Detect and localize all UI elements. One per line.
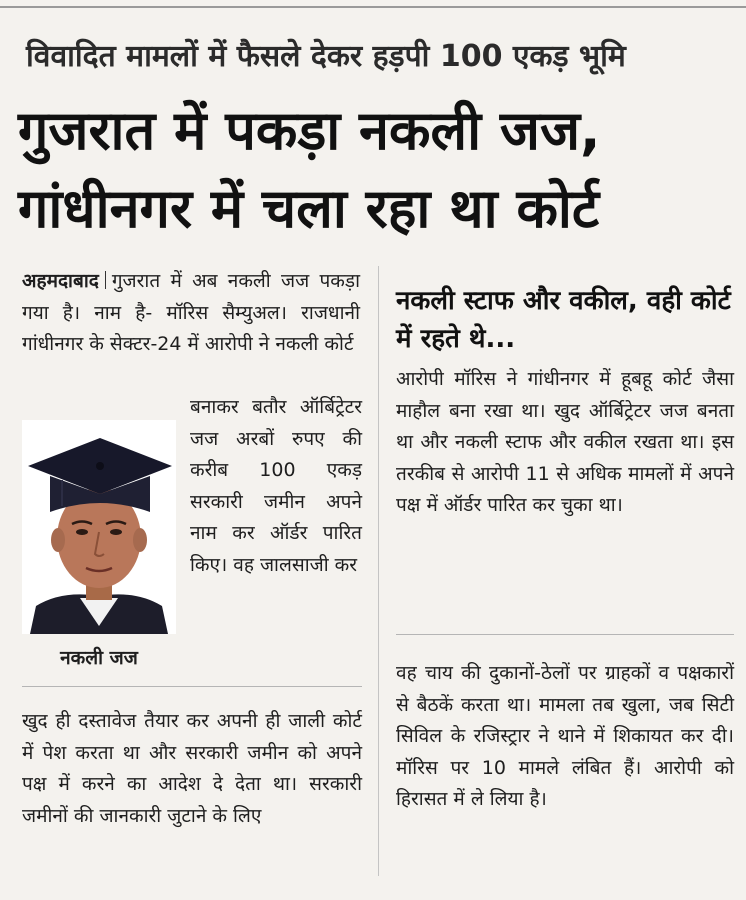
- lead-text: गुजरात में अब नकली जज पकड़ा गया है। नाम है- मॉरिस सैम्युअल। राजधानी गांधीनगर के सेक्टर-24 में आरोपी ने नकली कोर्ट: [22, 270, 360, 355]
- story-wrap-text: [190, 392, 362, 581]
- sidebar-para-2-text: वह चाय की दुकानों-ठेलों पर ग्राहकों व पक्षकारों से बैठकें करता था। मामला तब खुला, जब सिटी सिविल के रजिस्ट्रार ने थाने में शिकायत कर दी। मॉरिस पर 10 मामले लंबित हैं। आरोपी को हिरासत में ले लिया है।: [396, 662, 734, 810]
- headline-line-2: गांधीनगर में चला रहा था कोर्ट: [18, 177, 600, 240]
- story-continued: [22, 706, 362, 832]
- sidebar-para-2: [396, 658, 734, 816]
- headline-line-1: गुजरात में पकड़ा नकली जज,: [18, 99, 601, 162]
- top-rule: [0, 6, 746, 8]
- continued-text: खुद ही दस्तावेज तैयार कर अपनी ही जाली कोर्ट में पेश करता था और सरकारी जमीन को अपने पक्ष में करने का आदेश दे देता था। सरकारी जमीनों की जानकारी जुटाने के लिए: [22, 710, 362, 827]
- main-headline: [18, 92, 738, 248]
- person-portrait-icon: [22, 420, 176, 634]
- sidebar-para-1: [396, 364, 734, 522]
- kicker-headline: विवादित मामलों में फैसले देकर हड़पी 100 एकड़ भूमि: [26, 39, 626, 74]
- dateline: अहमदाबाद: [22, 270, 99, 292]
- sidebar-divider: [396, 634, 734, 635]
- wrap-text: बनाकर बतौर ऑर्बिट्रेटर जज अरबों रुपए की करीब 100 एकड़ सरकारी जमीन अपने नाम कर ऑर्डर पारित किए। वह जालसाजी कर: [190, 396, 362, 576]
- story-lead: [22, 266, 360, 361]
- photo-caption: नकली जज: [60, 647, 138, 669]
- column-divider: [378, 266, 379, 876]
- judge-photo: [22, 420, 176, 634]
- dateline-separator: [105, 271, 106, 289]
- photo-divider: [22, 686, 362, 687]
- sidebar-para-1-text: आरोपी मॉरिस ने गांधीनगर में हूबहू कोर्ट जैसा माहौल बना रखा था। खुद ऑर्बिट्रेटर जज बनता था और नकली स्टाफ और वकील रखता था। इस तरकीब से आरोपी 11 से अधिक मामलों में अपने पक्ष में ऑर्डर पारित कर चुका था।: [396, 368, 734, 516]
- sidebar-heading: नकली स्टाफ और वकील, वही कोर्ट में रहते थे...: [396, 286, 731, 354]
